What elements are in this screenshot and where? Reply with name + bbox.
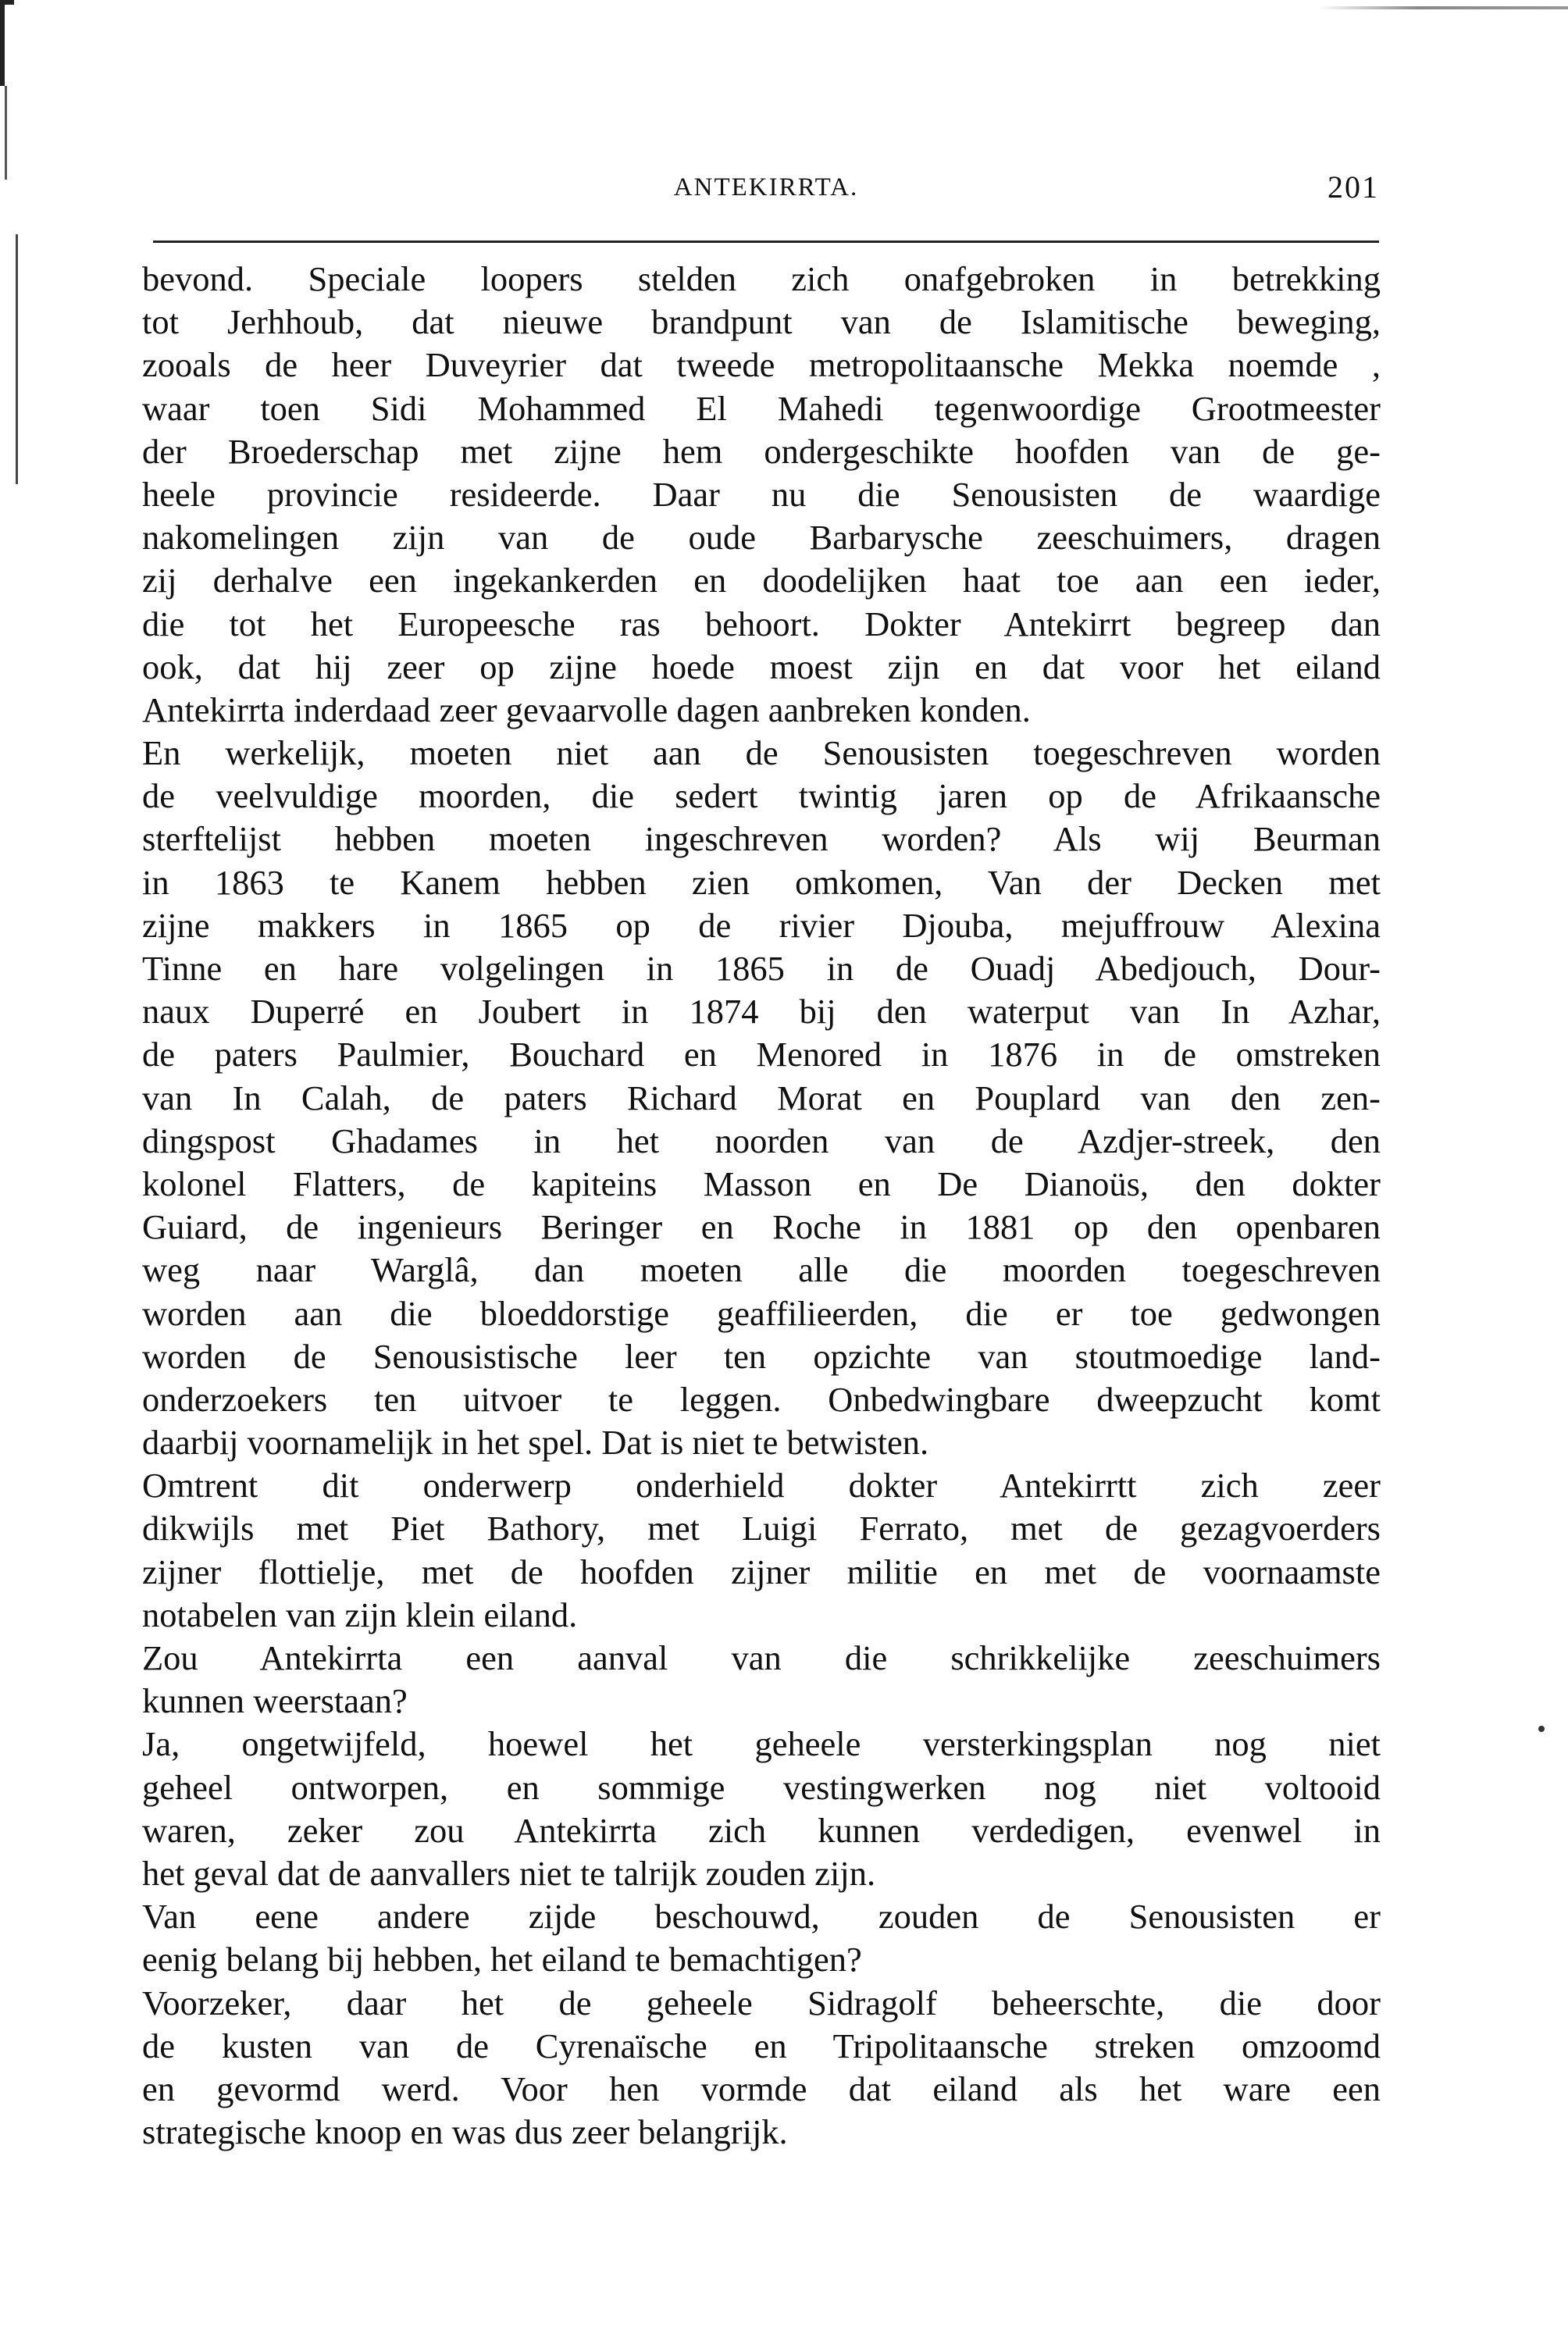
text-line: Tinne en hare volgelingen in 1865 in de Ouadj Abedjouch, Dour- bbox=[142, 949, 1381, 988]
text-line: zooals de heer Duveyrier dat tweede metropolitaansche Mekka noemde , bbox=[142, 345, 1381, 385]
text-line: Van eene andere zijde beschouwd, zouden de Senousisten er bbox=[142, 1897, 1381, 1937]
header-rule bbox=[153, 241, 1379, 243]
text-line: dikwijls met Piet Bathory, met Luigi Ferrato, met de gezagvoerders bbox=[142, 1509, 1381, 1548]
text-line: worden aan die bloeddorstige geaffilieerden, die er toe gedwongen bbox=[142, 1293, 1381, 1333]
text-line: de kusten van de Cyrenaïsche en Tripolitaansche streken omzoomd bbox=[142, 2026, 1381, 2065]
text-line: van In Calah, de paters Richard Morat en Pouplard van den zen- bbox=[142, 1078, 1381, 1117]
scan-edge-mark bbox=[5, 86, 7, 180]
scan-edge-mark bbox=[1318, 6, 1568, 9]
scan-edge-mark bbox=[0, 0, 14, 86]
text-line: die tot het Europeesche ras behoort. Dokter Antekirrt begreep dan bbox=[142, 604, 1381, 643]
text-line: kolonel Flatters, de kapiteins Masson en De Dianoüs, den dokter bbox=[142, 1164, 1381, 1203]
text-line: eenig belang bij hebben, het eiland te bemachtigen? bbox=[142, 1940, 862, 1980]
text-line: nakomelingen zijn van de oude Barbarysche zeeschuimers, dragen bbox=[142, 518, 1381, 558]
text-line: dingspost Ghadames in het noorden van de Azdjer-streek, den bbox=[142, 1121, 1381, 1160]
page-header bbox=[153, 164, 1379, 211]
text-line: En werkelijk, moeten niet aan de Senousisten toegeschreven worden bbox=[142, 733, 1381, 773]
text-line: sterftelijst hebben moeten ingeschreven worden? Als wij Beurman bbox=[142, 819, 1381, 859]
text-line: Zou Antekirrta een aanval van die schrikkelijke zeeschuimers bbox=[142, 1638, 1381, 1677]
text-line: daarbij voornamelijk in het spel. Dat is niet te betwisten. bbox=[142, 1423, 929, 1463]
text-line: de paters Paulmier, Bouchard en Menored in 1876 in de omstreken bbox=[142, 1035, 1381, 1074]
text-line: naux Duperré en Joubert in 1874 bij den waterput van In Azhar, bbox=[142, 992, 1381, 1032]
text-line: strategische knoop en was dus zeer belangrijk. bbox=[142, 2112, 788, 2152]
text-line: weg naar Warglâ, dan moeten alle die moorden toegeschreven bbox=[142, 1250, 1381, 1290]
text-line: worden de Senousistische leer ten opzichte van stoutmoedige land- bbox=[142, 1336, 1381, 1376]
text-line: ook, dat hij zeer op zijne hoede moest zijn en dat voor het eiland bbox=[142, 647, 1381, 686]
text-line: zijner flottielje, met de hoofden zijner militie en met de voornaamste bbox=[142, 1552, 1381, 1591]
text-line: bevond. Speciale loopers stelden zich onafgebroken in betrekking bbox=[142, 259, 1381, 298]
text-line: in 1863 te Kanem hebben zien omkomen, Van der Decken met bbox=[142, 862, 1381, 902]
text-line: waren, zeker zou Antekirrta zich kunnen verdedigen, evenwel in bbox=[142, 1810, 1381, 1850]
running-head: ANTEKIRRTA. bbox=[673, 173, 859, 201]
text-line: de veelvuldige moorden, die sedert twintig jaren op de Afrikaansche bbox=[142, 776, 1381, 816]
text-line: onderzoekers ten uitvoer te leggen. Onbedwingbare dweepzucht komt bbox=[142, 1379, 1381, 1419]
text-line: kunnen weerstaan? bbox=[142, 1681, 408, 1721]
text-line: Guiard, de ingenieurs Beringer en Roche in 1881 op den openbaren bbox=[142, 1207, 1381, 1247]
text-line: geheel ontworpen, en sommige vestingwerken nog niet voltooid bbox=[142, 1767, 1381, 1807]
text-line: zij derhalve een ingekankerden en doodelijken haat toe aan een ieder, bbox=[142, 561, 1381, 600]
text-line: heele provincie resideerde. Daar nu die Senousisten de waardige bbox=[142, 474, 1381, 514]
scan-speck bbox=[1538, 1726, 1545, 1732]
text-line: Antekirrta inderdaad zeer gevaarvolle dagen aanbreken konden. bbox=[142, 690, 1031, 729]
body-text bbox=[142, 258, 1381, 2154]
page-number: 201 bbox=[1327, 169, 1379, 205]
scan-edge-mark bbox=[16, 234, 18, 484]
text-line: zijne makkers in 1865 op de rivier Djouba, mejuffrouw Alexina bbox=[142, 905, 1381, 945]
text-line: der Broederschap met zijne hem ondergeschikte hoofden van de ge- bbox=[142, 431, 1381, 471]
text-line: tot Jerhhoub, dat nieuwe brandpunt van de Islamitische beweging, bbox=[142, 302, 1381, 342]
text-line: Voorzeker, daar het de geheele Sidragolf beheerschte, die door bbox=[142, 1983, 1381, 2022]
text-line: het geval dat de aanvallers niet te talrijk zouden zijn. bbox=[142, 1853, 876, 1893]
text-line: notabelen van zijn klein eiland. bbox=[142, 1595, 578, 1634]
text-line: waar toen Sidi Mohammed El Mahedi tegenwoordige Grootmeester bbox=[142, 388, 1381, 428]
text-line: Ja, ongetwijfeld, hoewel het geheele versterkingsplan nog niet bbox=[142, 1724, 1381, 1764]
text-line: en gevormd werd. Voor hen vormde dat eiland als het ware een bbox=[142, 2069, 1381, 2108]
text-line: Omtrent dit onderwerp onderhield dokter Antekirrtt zich zeer bbox=[142, 1466, 1381, 1506]
